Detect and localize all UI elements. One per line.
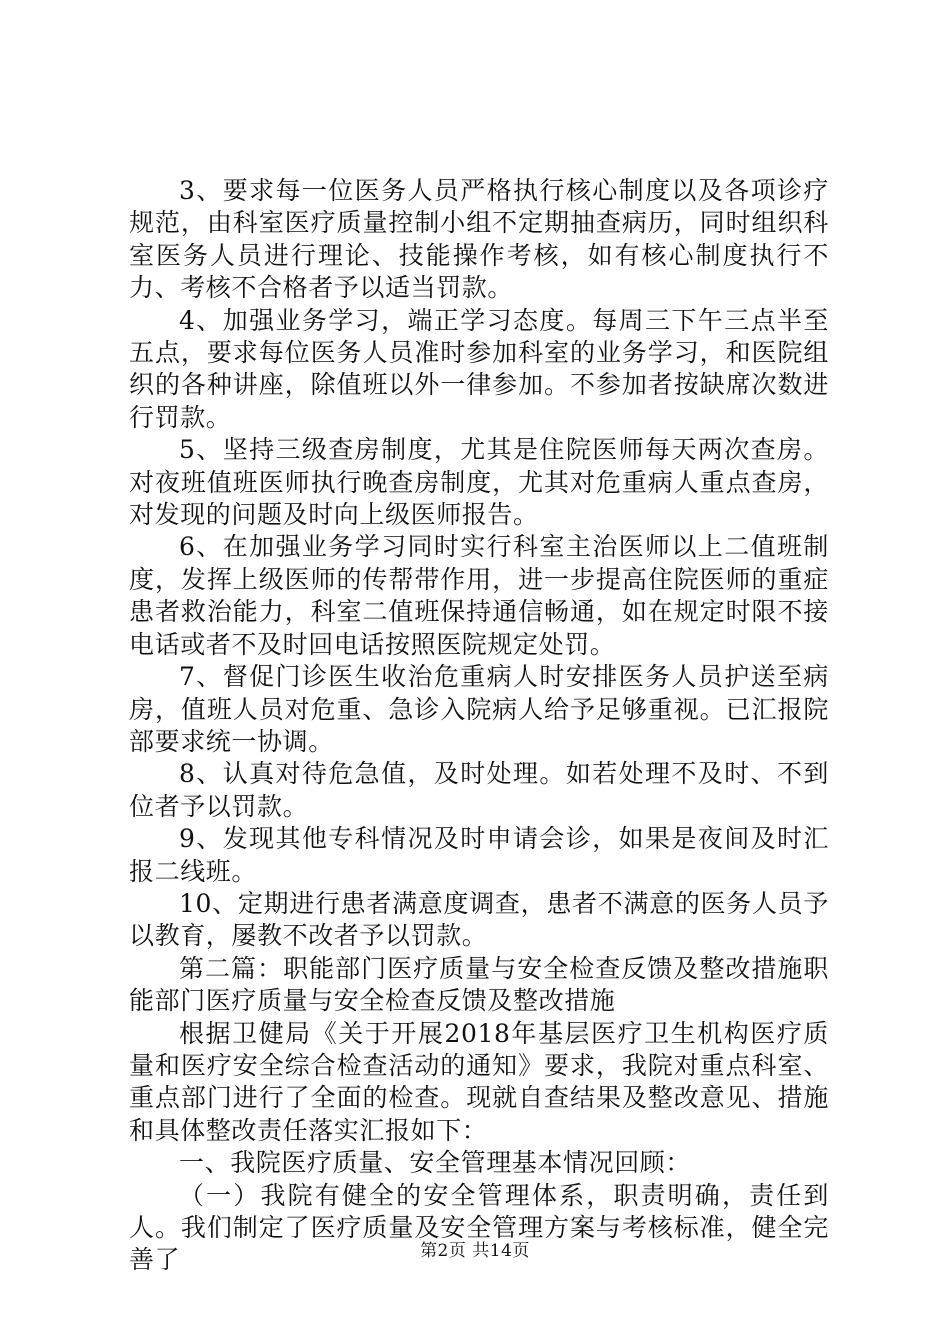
paragraph-item-4: 4、加强业务学习，端正学习态度。每周三下午三点半至五点，要求每位医务人员准时参加科室的业务学习，和医院组织的各种讲座，除值班以外一律参加。不参加者按缺席次数进行罚款。 <box>129 305 829 432</box>
paragraph-item-5: 5、坚持三级查房制度，尤其是住院医师每天两次查房。对夜班值班医师执行晚查房制度，尤其对危重病人重点查房，对发现的问题及时向上级医师报告。 <box>129 435 829 530</box>
paragraph-item-10: 10、定期进行患者满意度调查，患者不满意的医务人员予以教育，屡教不改者予以罚款。 <box>129 888 829 951</box>
section-heading: 第二篇：职能部门医疗质量与安全检查反馈及整改措施职能部门医疗质量与安全检查反馈及整改措施 <box>129 953 829 1016</box>
paragraph-item-3: 3、要求每一位医务人员严格执行核心制度以及各项诊疗规范，由科室医疗质量控制小组不定期抽查病历，同时组织科室医务人员进行理论、技能操作考核，如有核心制度执行不力、考核不合格者予以适当罚款。 <box>129 176 829 303</box>
paragraph-item-7: 7、督促门诊医生收治危重病人时安排医务人员护送至病房，值班人员对危重、急诊入院病人给予足够重视。已汇报院部要求统一协调。 <box>129 662 829 756</box>
page-number-footer: 第2页 共14页 <box>420 1241 530 1261</box>
paragraph-item-9: 9、发现其他专科情况及时申请会诊，如果是夜间及时汇报二线班。 <box>129 824 829 886</box>
document-body <box>129 175 829 1277</box>
paragraph-subitem-1: （一）我院有健全的安全管理体系，职责明确，责任到人。我们制定了医疗质量及安全管理方案与考核标准，健全完善了 <box>129 1180 829 1275</box>
paragraph-item-8: 8、认真对待危急值，及时处理。如若处理不及时、不到位者予以罚款。 <box>129 759 829 821</box>
subsection-heading: 一、我院医疗质量、安全管理基本情况回顾： <box>179 1148 692 1178</box>
paragraph-intro: 根据卫健局《关于开展2018年基层医疗卫生机构医疗质量和医疗安全综合检查活动的通知》要求，我院对重点科室、重点部门进行了全面的检查。现就自查结果及整改意见、措施和具体整改责任落实汇报如下： <box>129 1018 829 1145</box>
paragraph-item-6: 6、在加强业务学习同时实行科室主治医师以上二值班制度，发挥上级医师的传帮带作用，进一步提高住院医师的重症患者救治能力，科室二值班保持通信畅通，如在规定时限不接电话或者不及时回电话按照医院规定处罚。 <box>129 532 829 659</box>
